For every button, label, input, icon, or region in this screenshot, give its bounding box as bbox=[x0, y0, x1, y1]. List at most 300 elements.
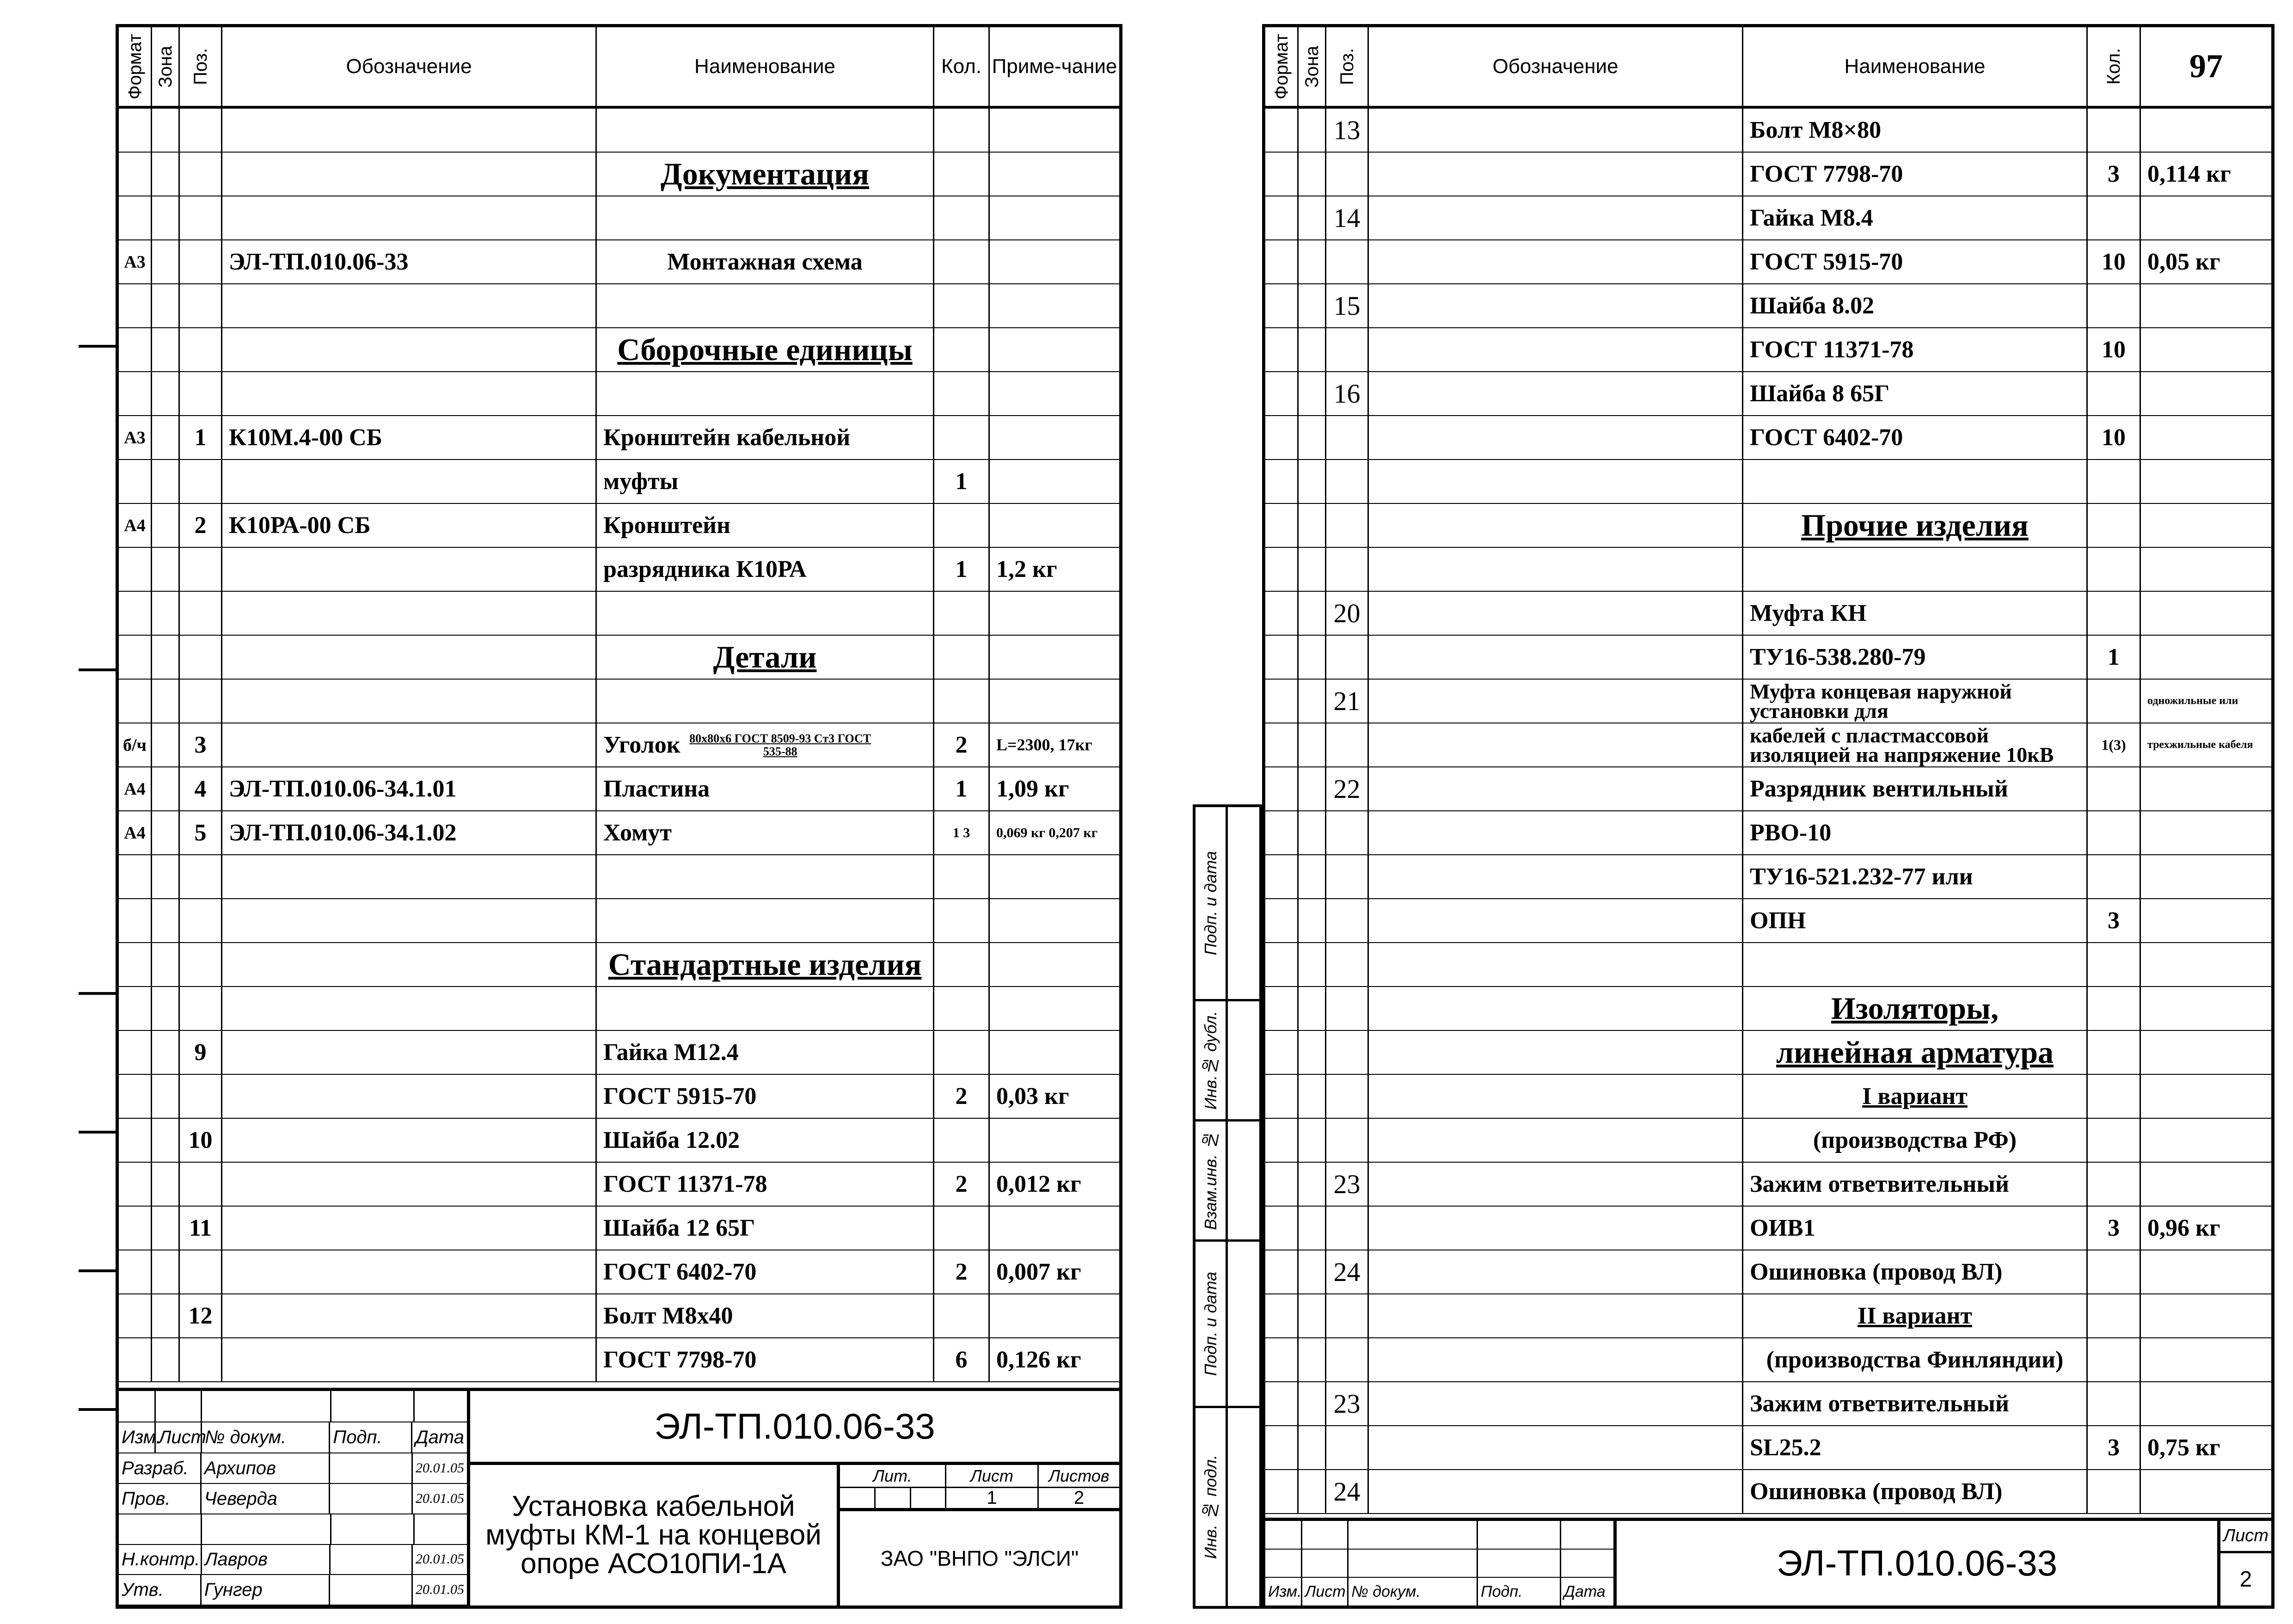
cell-note bbox=[990, 855, 1119, 898]
cell-designation bbox=[1369, 1207, 1743, 1250]
cell-qty: 2 bbox=[934, 723, 990, 766]
cell-note bbox=[2141, 196, 2271, 239]
stamp-text: Подп. и дата bbox=[1201, 851, 1220, 956]
cell-name: ТУ16-521.232-77 или bbox=[1743, 855, 2088, 898]
cell-pos bbox=[1326, 811, 1369, 854]
cell-zone bbox=[152, 460, 180, 503]
cell-qty bbox=[934, 284, 990, 327]
stamp-text: Инв. № подл. bbox=[1201, 1455, 1220, 1559]
cell-name: ГОСТ 7798-70 bbox=[1743, 153, 2088, 196]
cell-name bbox=[1743, 460, 2088, 503]
cell-zone bbox=[152, 680, 180, 723]
cell-designation: ЭЛ-ТП.010.06-33 bbox=[222, 240, 597, 283]
cell-pos: 14 bbox=[1326, 196, 1369, 239]
cell-designation: К10РА-00 СБ bbox=[222, 504, 597, 547]
cell-qty bbox=[934, 240, 990, 283]
spec-row bbox=[119, 1163, 1119, 1207]
cell-pos bbox=[1326, 855, 1369, 898]
spec-row bbox=[119, 196, 1119, 240]
cell-qty bbox=[2088, 460, 2141, 503]
spec-row bbox=[1265, 372, 2271, 416]
cell-designation bbox=[1369, 240, 1743, 283]
spec-row bbox=[119, 811, 1119, 855]
cell-name: ГОСТ 7798-70 bbox=[597, 1338, 934, 1381]
cell-format bbox=[1265, 240, 1299, 283]
cell-pos: 23 bbox=[1326, 1163, 1369, 1206]
cell-zone bbox=[152, 1338, 180, 1381]
spec-row bbox=[1265, 1031, 2271, 1075]
cell-format bbox=[1265, 1426, 1299, 1469]
cell-name: Документация bbox=[597, 153, 934, 196]
cell-zone bbox=[152, 1294, 180, 1337]
cell-pos bbox=[180, 1075, 222, 1118]
cell-zone bbox=[1299, 328, 1326, 371]
cell-note bbox=[990, 196, 1119, 239]
cell-pos bbox=[180, 460, 222, 503]
cell-name: Гайка М8.4 bbox=[1743, 196, 2088, 239]
cell-qty: 1 bbox=[2088, 636, 2141, 679]
cell-designation bbox=[1369, 1426, 1743, 1469]
cell-format bbox=[1265, 1163, 1299, 1206]
role-signature bbox=[330, 1484, 413, 1514]
cell-designation bbox=[222, 196, 597, 239]
spec-row bbox=[1265, 504, 2271, 548]
cell-format bbox=[119, 1119, 152, 1162]
cell-qty: 6 bbox=[934, 1338, 990, 1381]
cell-format bbox=[119, 196, 152, 239]
spec-row bbox=[1265, 196, 2271, 240]
stamp-text: Взам.инв. № bbox=[1201, 1131, 1220, 1230]
cell-zone bbox=[152, 1163, 180, 1206]
cell-zone bbox=[1299, 592, 1326, 635]
cell-format bbox=[119, 548, 152, 591]
spec-row bbox=[119, 592, 1119, 636]
cell-format bbox=[1265, 109, 1299, 152]
cell-note: 0,126 кг bbox=[996, 1347, 1081, 1373]
cell-note bbox=[2141, 636, 2271, 679]
cell-designation bbox=[1369, 636, 1743, 679]
cell-format bbox=[1265, 504, 1299, 547]
cell-pos bbox=[180, 153, 222, 196]
cell-pos bbox=[1326, 1031, 1369, 1074]
title-col-header: № докум. bbox=[1349, 1578, 1478, 1606]
cell-pos: 21 bbox=[1326, 680, 1369, 723]
spec-row bbox=[119, 416, 1119, 460]
cell-name: Шайба 8 65Г bbox=[1743, 372, 2088, 415]
title-col-header: Подп. bbox=[1478, 1578, 1561, 1606]
spec-row bbox=[1265, 240, 2271, 284]
cell-name: Муфта концевая наружной установки для bbox=[1743, 680, 2088, 723]
cell-designation bbox=[1369, 987, 1743, 1030]
header-format: Формат bbox=[124, 33, 145, 100]
header-zone: Зона bbox=[155, 45, 176, 88]
cell-qty bbox=[2088, 1338, 2141, 1381]
header-name: Наименование bbox=[597, 27, 934, 106]
cell-pos: 1 bbox=[180, 416, 222, 459]
cell-name: Кронштейн bbox=[597, 504, 934, 547]
cell-qty bbox=[934, 1119, 990, 1162]
cell-note: 1,09 кг bbox=[996, 776, 1069, 802]
cell-qty bbox=[2088, 284, 2141, 327]
spec-row bbox=[1265, 109, 2271, 153]
role-signature bbox=[331, 1514, 415, 1544]
cell-format bbox=[119, 460, 152, 503]
spec-row bbox=[1265, 592, 2271, 636]
cell-designation: ЭЛ-ТП.010.06-34.1.01 bbox=[222, 767, 597, 810]
sheet-1 bbox=[116, 24, 1122, 1609]
spec-header bbox=[119, 27, 1119, 109]
cell-pos: 9 bbox=[180, 1031, 222, 1074]
cell-zone bbox=[1299, 899, 1326, 942]
side-stamp bbox=[1193, 804, 1262, 1609]
cell-note bbox=[990, 592, 1119, 635]
cell-pos: 23 bbox=[1326, 1382, 1369, 1425]
cell-zone bbox=[152, 328, 180, 371]
cell-pos bbox=[180, 328, 222, 371]
cell-zone bbox=[1299, 460, 1326, 503]
spec-row bbox=[1265, 811, 2271, 855]
cell-note bbox=[2141, 109, 2271, 152]
title-col-header: Изм. bbox=[119, 1422, 156, 1453]
cell-qty bbox=[2088, 1382, 2141, 1425]
cell-format bbox=[1265, 1207, 1299, 1250]
cell-format bbox=[1265, 416, 1299, 459]
cell-note bbox=[2141, 592, 2271, 635]
cell-qty: 3 bbox=[2088, 899, 2141, 942]
cell-zone bbox=[1299, 1338, 1326, 1381]
cell-note bbox=[2141, 372, 2271, 415]
cell-qty: 10 bbox=[2088, 240, 2141, 283]
cell-designation bbox=[222, 723, 597, 766]
title-block-signatures bbox=[119, 1391, 470, 1606]
cell-zone bbox=[1299, 372, 1326, 415]
cell-designation bbox=[222, 680, 597, 723]
cell-zone bbox=[1299, 1382, 1326, 1425]
cell-qty bbox=[2088, 767, 2141, 810]
cell-format bbox=[1265, 723, 1299, 766]
spec-row bbox=[1265, 1470, 2271, 1514]
cell-pos bbox=[1326, 240, 1369, 283]
spec-row bbox=[1265, 1294, 2271, 1338]
stamp-value bbox=[1228, 807, 1259, 999]
cell-pos: 2 bbox=[180, 504, 222, 547]
cell-format: А3 bbox=[119, 240, 152, 283]
cell-pos: 24 bbox=[1326, 1250, 1369, 1293]
cell-qty bbox=[2088, 196, 2141, 239]
header-qty: Кол. bbox=[934, 27, 990, 106]
cell-note bbox=[2141, 1338, 2271, 1381]
cell-note: 0,012 кг bbox=[996, 1171, 1081, 1197]
role-signature bbox=[330, 1575, 413, 1605]
cell-pos bbox=[180, 592, 222, 635]
cell-name bbox=[597, 109, 934, 152]
title-role-row bbox=[119, 1545, 467, 1575]
cell-designation bbox=[1369, 592, 1743, 635]
cell-zone bbox=[152, 153, 180, 196]
cell-pos bbox=[1326, 548, 1369, 591]
cell-note bbox=[2141, 504, 2271, 547]
cell-name: ТУ16-538.280-79 bbox=[1743, 636, 2088, 679]
cell-zone bbox=[1299, 1470, 1326, 1513]
role-name: Гунгер bbox=[202, 1575, 330, 1605]
cell-zone bbox=[152, 109, 180, 152]
cell-qty bbox=[2088, 811, 2141, 854]
title-block bbox=[119, 1388, 1119, 1606]
cell-designation bbox=[222, 1294, 597, 1337]
spec-row bbox=[119, 1294, 1119, 1338]
role-date bbox=[415, 1514, 467, 1544]
cell-format bbox=[119, 680, 152, 723]
cell-zone bbox=[152, 284, 180, 327]
cell-name bbox=[597, 987, 934, 1030]
cell-note: 0,069 кг 0,207 кг bbox=[996, 825, 1098, 840]
cell-format bbox=[119, 1207, 152, 1250]
cell-zone bbox=[152, 592, 180, 635]
cell-name: Хомут bbox=[597, 811, 934, 854]
spec-row bbox=[119, 855, 1119, 899]
cell-pos bbox=[1326, 1207, 1369, 1250]
cell-format bbox=[119, 855, 152, 898]
spec-row bbox=[119, 723, 1119, 767]
cell-format bbox=[119, 1294, 152, 1337]
cell-pos: 11 bbox=[180, 1207, 222, 1250]
angle-spec: 80х80х6 ГОСТ 8509-93 Ст3 ГОСТ 535-88 bbox=[689, 732, 871, 758]
cell-qty bbox=[934, 592, 990, 635]
header-note: Приме-чание bbox=[992, 55, 1117, 78]
cell-designation bbox=[222, 855, 597, 898]
cell-pos bbox=[180, 284, 222, 327]
cell-zone bbox=[1299, 196, 1326, 239]
cell-pos bbox=[180, 1338, 222, 1381]
cell-designation bbox=[1369, 1470, 1743, 1513]
cell-zone bbox=[1299, 1163, 1326, 1206]
spec-table-2 bbox=[1265, 109, 2271, 1514]
cell-name: ГОСТ 6402-70 bbox=[597, 1250, 934, 1293]
cell-designation bbox=[222, 460, 597, 503]
cell-name: Уголок 80х80х6 ГОСТ 8509-93 Ст3 ГОСТ 535-88 bbox=[597, 723, 934, 766]
cell-qty: 3 bbox=[2088, 1207, 2141, 1250]
cell-qty bbox=[934, 1207, 990, 1250]
cell-zone bbox=[152, 504, 180, 547]
stamp-value bbox=[1228, 1121, 1259, 1239]
cell-pos bbox=[180, 372, 222, 415]
sheet-number-2: 2 bbox=[2239, 1567, 2252, 1592]
cell-designation bbox=[1369, 943, 1743, 986]
cell-name: Разрядник вентильный bbox=[1743, 767, 2088, 810]
cell-name: Детали bbox=[597, 636, 934, 679]
cell-qty bbox=[2088, 109, 2141, 152]
cell-note bbox=[990, 1119, 1119, 1162]
cell-zone bbox=[1299, 811, 1326, 854]
cell-name: Пластина bbox=[597, 767, 934, 810]
spec-row bbox=[119, 1250, 1119, 1294]
spec-row bbox=[119, 680, 1119, 723]
cell-qty: 10 bbox=[2088, 328, 2141, 371]
cell-designation bbox=[1369, 1382, 1743, 1425]
cell-format bbox=[1265, 1470, 1299, 1513]
cell-pos bbox=[180, 548, 222, 591]
cell-note bbox=[2141, 328, 2271, 371]
cell-pos bbox=[180, 855, 222, 898]
cell-designation bbox=[1369, 1119, 1743, 1162]
cell-format: А3 bbox=[119, 416, 152, 459]
stamp-text: Инв.№ дубл. bbox=[1201, 1011, 1220, 1110]
cell-zone bbox=[152, 767, 180, 810]
cell-pos bbox=[1326, 636, 1369, 679]
spec-header-2 bbox=[1265, 27, 2271, 109]
role-label: Разраб. bbox=[119, 1453, 202, 1483]
cell-format bbox=[1265, 1294, 1299, 1337]
title-role-row bbox=[119, 1453, 467, 1484]
cell-pos: 24 bbox=[1326, 1470, 1369, 1513]
cell-name: SL25.2 bbox=[1743, 1426, 2088, 1469]
stamp-row bbox=[1196, 1242, 1259, 1408]
cell-qty: 1 3 bbox=[934, 811, 990, 854]
cell-qty bbox=[2088, 943, 2141, 986]
spec-row bbox=[119, 899, 1119, 943]
cell-designation bbox=[1369, 1294, 1743, 1337]
cell-designation bbox=[1369, 416, 1743, 459]
title-col-header: № докум. bbox=[202, 1422, 330, 1453]
cell-note bbox=[990, 328, 1119, 371]
cell-note bbox=[2141, 767, 2271, 810]
cell-designation bbox=[222, 899, 597, 942]
cell-designation bbox=[1369, 1031, 1743, 1074]
cell-pos bbox=[1326, 153, 1369, 196]
cell-qty bbox=[934, 416, 990, 459]
spec-row bbox=[119, 1338, 1119, 1382]
cell-note bbox=[2141, 284, 2271, 327]
sheets-label: Листов bbox=[1048, 1466, 1110, 1485]
spec-row bbox=[1265, 328, 2271, 372]
cell-designation bbox=[222, 328, 597, 371]
cell-pos: 15 bbox=[1326, 284, 1369, 327]
cell-note bbox=[990, 680, 1119, 723]
cell-designation bbox=[1369, 1250, 1743, 1293]
cell-qty bbox=[934, 328, 990, 371]
cell-qty: 2 bbox=[934, 1075, 990, 1118]
spec-row bbox=[119, 153, 1119, 196]
cell-note: 1,2 кг bbox=[996, 556, 1057, 582]
cell-pos bbox=[180, 1163, 222, 1206]
spec-row bbox=[119, 460, 1119, 504]
cell-zone bbox=[152, 987, 180, 1030]
header-zone-2: Зона bbox=[1301, 45, 1322, 88]
cell-zone bbox=[152, 723, 180, 766]
cell-format bbox=[119, 284, 152, 327]
cell-qty bbox=[2088, 855, 2141, 898]
stamp-label bbox=[1196, 1408, 1228, 1606]
cell-pos bbox=[180, 680, 222, 723]
spec-row bbox=[119, 372, 1119, 416]
cell-format: А4 bbox=[119, 504, 152, 547]
spec-row bbox=[1265, 416, 2271, 460]
sheet-2 bbox=[1262, 24, 2275, 1609]
spec-row bbox=[119, 943, 1119, 987]
cell-designation bbox=[1369, 1338, 1743, 1381]
stamp-row bbox=[1196, 1001, 1259, 1121]
spec-row bbox=[119, 636, 1119, 680]
cell-format bbox=[119, 1250, 152, 1293]
header-designation: Обозначение bbox=[222, 27, 597, 106]
cell-qty bbox=[934, 504, 990, 547]
stamp-row bbox=[1196, 807, 1259, 1001]
cell-format bbox=[1265, 943, 1299, 986]
role-signature bbox=[331, 1545, 413, 1575]
cell-zone bbox=[1299, 1031, 1326, 1074]
header-pos-2: Поз. bbox=[1337, 48, 1357, 85]
doc-code: ЭЛ-ТП.010.06-33 bbox=[654, 1406, 935, 1446]
cell-format bbox=[1265, 1382, 1299, 1425]
cell-note bbox=[2141, 943, 2271, 986]
cell-pos bbox=[1326, 899, 1369, 942]
cell-note bbox=[2141, 899, 2271, 942]
cell-zone bbox=[1299, 987, 1326, 1030]
spec-row bbox=[119, 328, 1119, 372]
spec-row bbox=[1265, 1075, 2271, 1119]
cell-name bbox=[597, 855, 934, 898]
cell-zone bbox=[152, 1250, 180, 1293]
cell-designation bbox=[222, 1250, 597, 1293]
cell-designation bbox=[1369, 899, 1743, 942]
cell-qty bbox=[934, 987, 990, 1030]
spec-row bbox=[1265, 1382, 2271, 1426]
cell-designation bbox=[1369, 153, 1743, 196]
cell-pos bbox=[1326, 987, 1369, 1030]
spec-row bbox=[1265, 1426, 2271, 1470]
cell-note bbox=[2141, 416, 2271, 459]
cell-designation bbox=[222, 1207, 597, 1250]
cell-zone bbox=[1299, 767, 1326, 810]
cell-note bbox=[990, 899, 1119, 942]
cell-pos bbox=[180, 943, 222, 986]
cell-designation bbox=[1369, 767, 1743, 810]
role-name: Архипов bbox=[202, 1453, 330, 1483]
cell-format bbox=[119, 987, 152, 1030]
cell-designation bbox=[222, 1338, 597, 1381]
cell-pos: 13 bbox=[1326, 109, 1369, 152]
title-col-header: Подп. bbox=[330, 1422, 412, 1453]
cell-designation bbox=[1369, 460, 1743, 503]
cell-note bbox=[2141, 1382, 2271, 1425]
cell-qty: 1 bbox=[934, 460, 990, 503]
cell-name: (производства Финляндии) bbox=[1743, 1338, 2088, 1381]
cell-format bbox=[1265, 153, 1299, 196]
cell-note bbox=[2141, 987, 2271, 1030]
cell-name: Изоляторы, bbox=[1743, 987, 2088, 1030]
spec-row bbox=[119, 1119, 1119, 1163]
cell-format bbox=[1265, 548, 1299, 591]
cell-name bbox=[1743, 548, 2088, 591]
cell-note bbox=[990, 240, 1119, 283]
cell-pos bbox=[1326, 504, 1369, 547]
cell-note bbox=[990, 987, 1119, 1030]
title-block-2 bbox=[1265, 1518, 2271, 1606]
cell-designation bbox=[1369, 196, 1743, 239]
title-role-row bbox=[119, 1575, 467, 1606]
left-margin bbox=[79, 24, 116, 1609]
cell-designation bbox=[1369, 1075, 1743, 1118]
stamp-label bbox=[1196, 807, 1228, 999]
spec-row bbox=[119, 548, 1119, 592]
role-label: Пров. bbox=[119, 1484, 202, 1514]
cell-pos: 5 bbox=[180, 811, 222, 854]
cell-zone bbox=[152, 855, 180, 898]
cell-name: Сборочные единицы bbox=[597, 328, 934, 371]
spec-row bbox=[119, 504, 1119, 548]
cell-qty bbox=[934, 372, 990, 415]
cell-qty bbox=[2088, 1119, 2141, 1162]
